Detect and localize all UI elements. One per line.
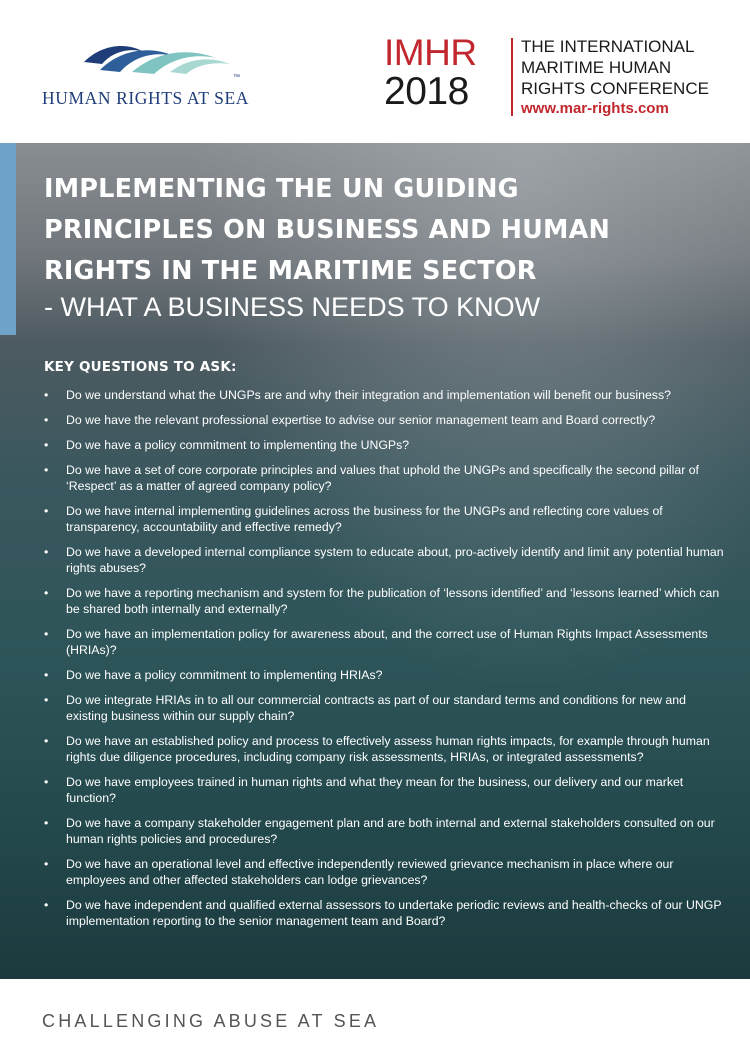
question-text: Do we have an implementation policy for awareness about, and the correct use of Human Rights Impact Assessments (HRIAs)? — [66, 627, 708, 657]
question-text: Do we integrate HRIAs in to all our commercial contracts as part of our standard terms and conditions for new and existing business within our supply chain? — [66, 693, 686, 723]
key-questions-list — [44, 387, 724, 938]
accent-bar — [0, 143, 16, 335]
bullet-icon: • — [44, 413, 49, 427]
bullet-icon: • — [44, 627, 49, 641]
bullet-icon: • — [44, 734, 49, 748]
list-item — [44, 412, 724, 428]
list-item — [44, 387, 724, 403]
question-text: Do we have the relevant professional expertise to advise our senior management team and Board correctly? — [66, 413, 656, 427]
bullet-icon: • — [44, 504, 49, 518]
list-item — [44, 897, 724, 929]
page-title — [44, 169, 734, 324]
list-item — [44, 815, 724, 847]
bullet-icon: • — [44, 775, 49, 789]
footer — [0, 979, 750, 1059]
human-rights-at-sea-logo — [42, 42, 282, 112]
conference-acronym: IMHR — [384, 32, 477, 73]
conference-name — [521, 36, 741, 119]
list-item — [44, 437, 724, 453]
bullet-icon: • — [44, 586, 49, 600]
title-line: RIGHTS IN THE MARITIME SECTOR — [44, 256, 537, 286]
list-item — [44, 585, 724, 617]
list-item — [44, 462, 724, 494]
question-text: Do we have a reporting mechanism and system for the publication of ‘lessons identified’ and ‘lessons learned’ which can be shared both internally and externally? — [66, 586, 720, 616]
title-line: IMPLEMENTING THE UN GUIDING — [44, 174, 519, 204]
question-text: Do we have independent and qualified external assessors to undertake periodic reviews and health-checks of our UNGP implementation reporting to the senior management team and Board? — [66, 898, 722, 928]
header-divider — [511, 38, 513, 116]
question-text: Do we have an established policy and process to effectively assess human rights impacts, for example through human rights due diligence procedures, including company risk assessments, HRIAs, or integrated assessments? — [66, 734, 710, 764]
question-text: Do we understand what the UNGPs are and why their integration and implementation will benefit our business? — [66, 388, 671, 402]
bullet-icon: • — [44, 463, 49, 477]
list-item — [44, 774, 724, 806]
question-text: Do we have employees trained in human rights and what they mean for the business, our delivery and our market function? — [66, 775, 684, 805]
title-line: PRINCIPLES ON BUSINESS AND HUMAN — [44, 215, 611, 245]
imhr-badge — [384, 34, 509, 112]
bullet-icon: • — [44, 898, 49, 912]
conference-year: 2018 — [384, 70, 469, 113]
bullet-icon: • — [44, 668, 49, 682]
question-text: Do we have a company stakeholder engagement plan and are both internal and external stakeholders consulted on our human rights policies and procedures? — [66, 816, 715, 846]
bullet-icon: • — [44, 545, 49, 559]
list-item — [44, 692, 724, 724]
question-text: Do we have an operational level and effective independently reviewed grievance mechanism in place where our employees and other affected stakeholders can lodge grievances? — [66, 857, 674, 887]
question-text: Do we have internal implementing guidelines across the business for the UNGPs and reflecting core values of transparency, accountability and effective remedy? — [66, 504, 663, 534]
conference-name-line: THE INTERNATIONAL — [521, 37, 695, 56]
list-item — [44, 544, 724, 576]
key-questions-heading: KEY QUESTIONS TO ASK: — [44, 359, 237, 375]
wave-logo-icon — [82, 42, 232, 82]
list-item — [44, 733, 724, 765]
conference-url-link[interactable]: www.mar-rights.com — [521, 100, 669, 117]
bullet-icon: • — [44, 438, 49, 452]
conference-name-line: MARITIME HUMAN — [521, 58, 672, 77]
bullet-icon: • — [44, 693, 49, 707]
page-subtitle: - WHAT A BUSINESS NEEDS TO KNOW — [44, 292, 541, 322]
bullet-icon: • — [44, 388, 49, 402]
bullet-icon: • — [44, 816, 49, 830]
question-text: Do we have a policy commitment to implementing HRIAs? — [66, 668, 383, 682]
list-item — [44, 626, 724, 658]
footer-tagline: CHALLENGING ABUSE AT SEA — [42, 1011, 380, 1031]
question-text: Do we have a policy commitment to implementing the UNGPs? — [66, 438, 410, 452]
main-panel — [0, 143, 750, 979]
list-item — [44, 856, 724, 888]
list-item — [44, 503, 724, 535]
bullet-icon: • — [44, 857, 49, 871]
conference-name-line: RIGHTS CONFERENCE — [521, 79, 709, 98]
question-text: Do we have a set of core corporate principles and values that uphold the UNGPs and specifically the second pillar of ‘Respect’ as a matter of agreed company policy? — [66, 463, 699, 493]
question-text: Do we have a developed internal compliance system to educate about, pro-actively identify and limit any potential human rights abuses? — [66, 545, 724, 575]
header — [0, 0, 750, 143]
list-item — [44, 667, 724, 683]
logo-text: HUMAN RIGHTS AT SEA — [42, 88, 250, 108]
trademark-mark: ™ — [233, 74, 240, 81]
